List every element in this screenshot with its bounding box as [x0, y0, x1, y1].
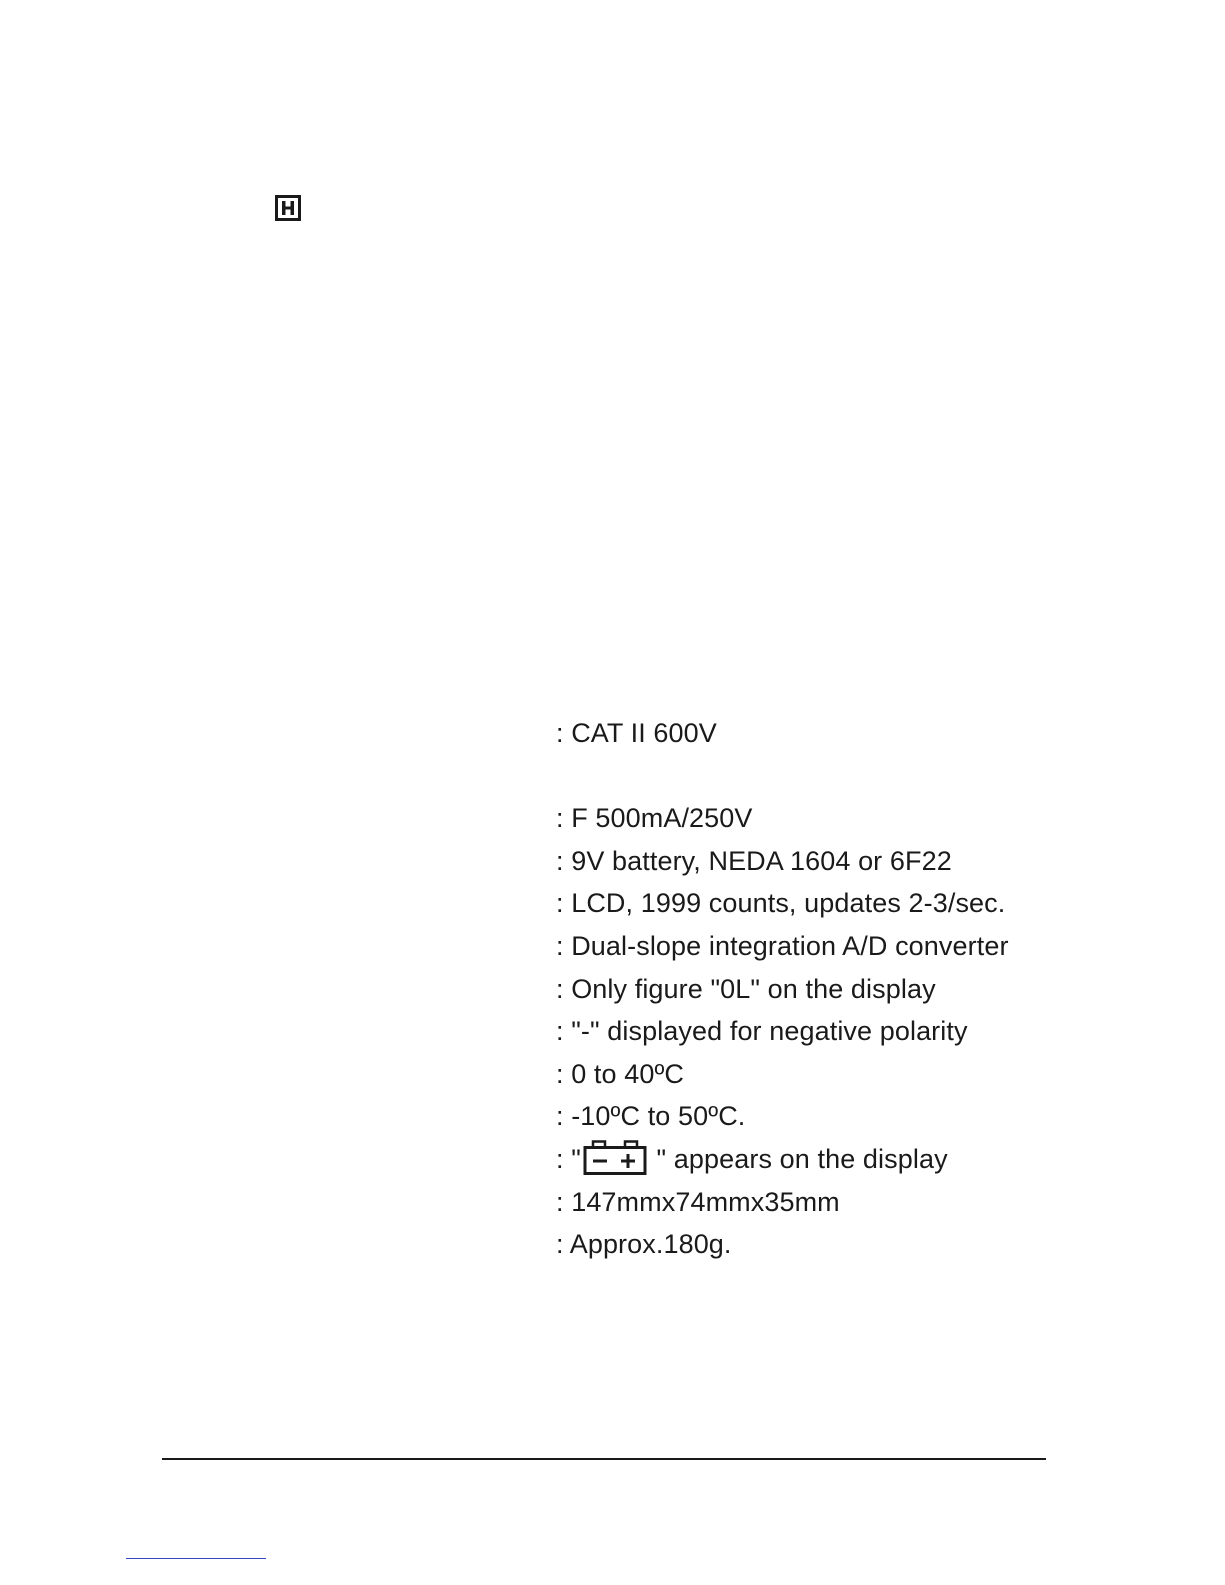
power-supply-value: : 9V battery, NEDA 1604 or 6F22 — [556, 845, 952, 876]
dimensions-value: : 147mmx74mmx35mm — [556, 1186, 840, 1217]
footer-rule — [162, 1458, 1046, 1460]
weight-value: : Approx.180g. — [556, 1229, 732, 1260]
measuring-method-value: : Dual-slope integration A/D converter — [556, 930, 1009, 961]
low-battery-suffix: " appears on the display — [648, 1143, 948, 1174]
fuse-value: : F 500mA/250V — [556, 803, 753, 834]
polarity-indication-value: : "-" displayed for negative polarity — [556, 1016, 968, 1047]
display-value: : LCD, 1999 counts, updates 2-3/sec. — [556, 888, 1006, 919]
hold-h-icon — [275, 195, 301, 221]
operating-temperature-value: : 0 to 40ºC — [556, 1058, 685, 1089]
overvoltage-category-value: : CAT II 600V — [556, 718, 717, 748]
low-battery-indication-value — [556, 1138, 1009, 1181]
overrange-indication-value: : Only figure "0L" on the display — [556, 973, 936, 1004]
low-battery-prefix: : " — [556, 1143, 581, 1174]
bottom-underline — [126, 1558, 266, 1559]
storage-temperature-value: : -10ºC to 50ºC. — [556, 1101, 746, 1132]
low-battery-icon — [583, 1140, 647, 1176]
specifications-list — [556, 712, 1009, 1266]
